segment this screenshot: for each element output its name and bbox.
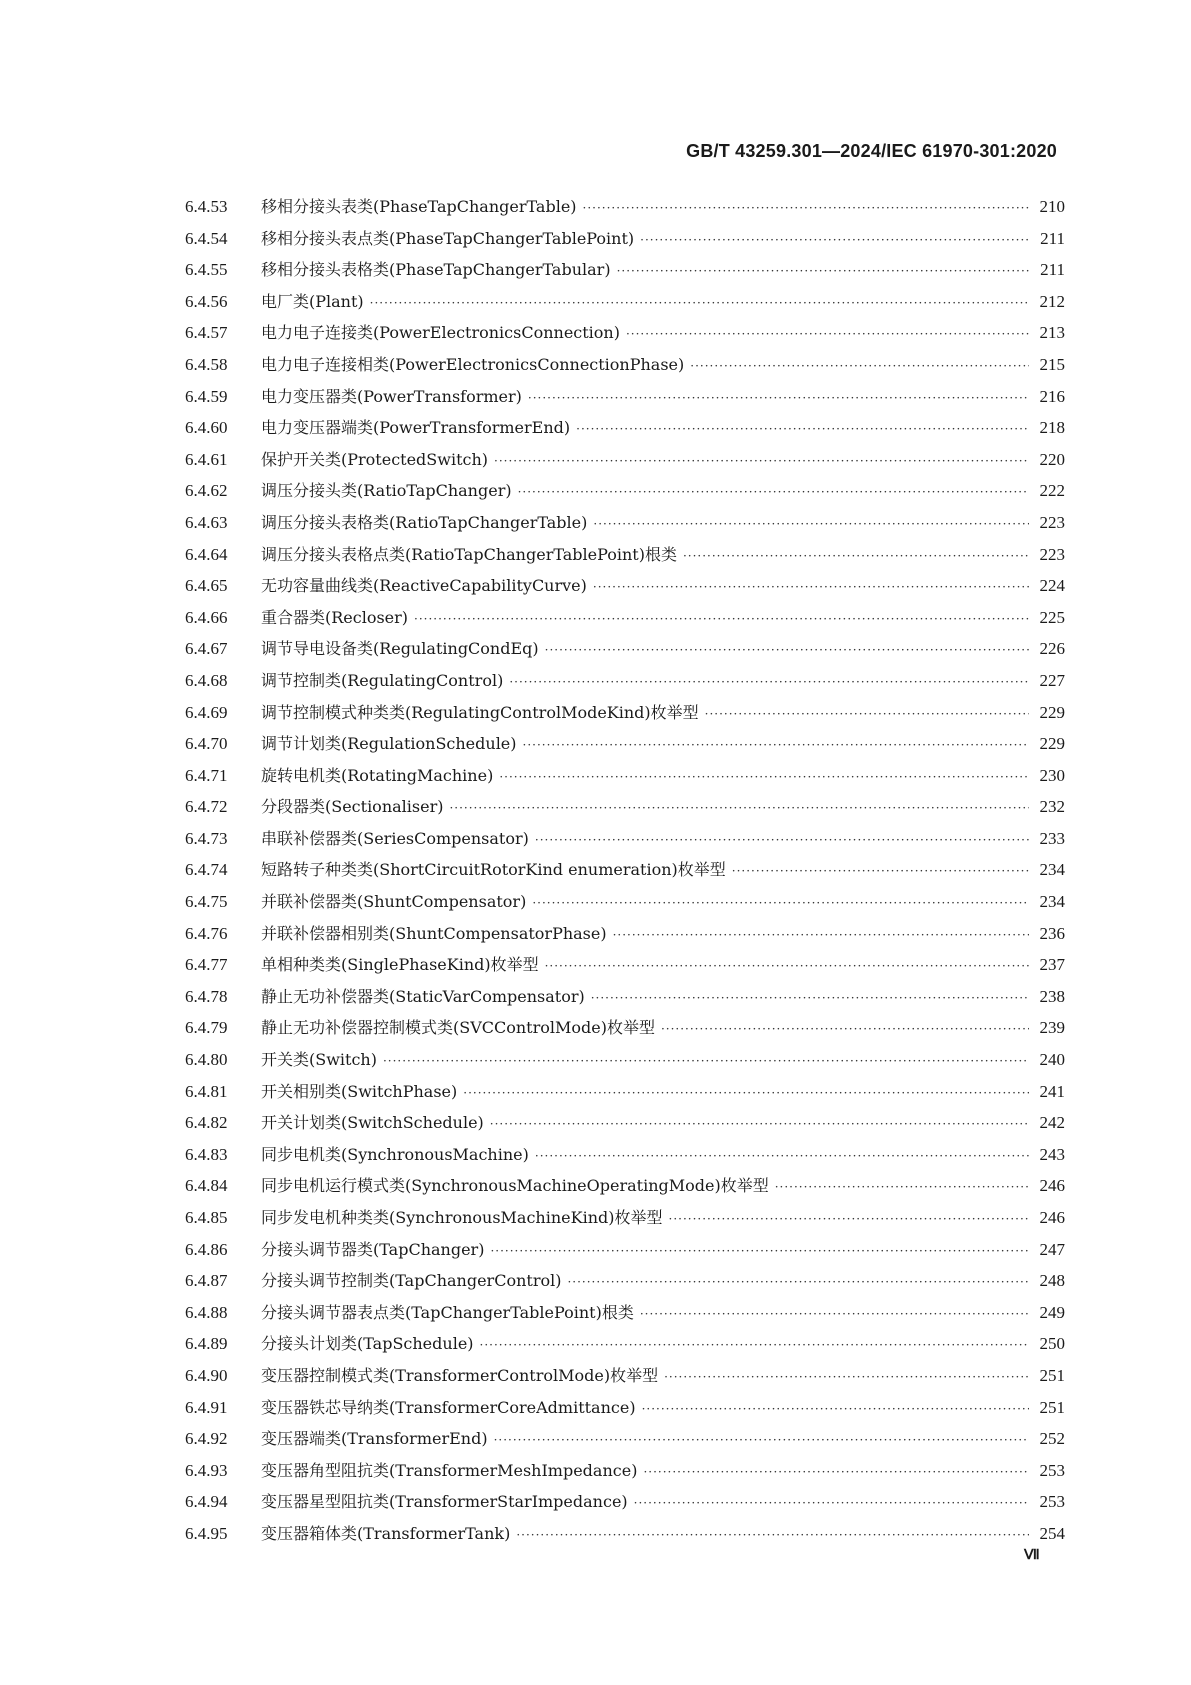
dot-leader <box>626 327 1029 341</box>
toc-entry[interactable] <box>185 510 1065 542</box>
toc-entry[interactable] <box>185 857 1065 889</box>
toc-entry-number: 6.4.89 <box>185 1334 228 1354</box>
toc-entry-title: 开关类(Switch) <box>261 1050 377 1070</box>
toc-entry[interactable] <box>185 731 1065 763</box>
dot-leader <box>664 1370 1029 1384</box>
toc-entry-title: 调压分接头表格类(RatioTapChangerTable) <box>261 512 588 532</box>
dot-leader <box>583 201 1029 215</box>
toc-entry-title: 分接头调节器表点类(TapChangerTablePoint)根类 <box>261 1302 634 1322</box>
toc-entry-page: 240 <box>1039 1050 1065 1070</box>
toc-entry[interactable] <box>185 1489 1065 1521</box>
dot-leader <box>535 833 1029 847</box>
toc-entry-title: 移相分接头表类(PhaseTapChangerTable) <box>261 197 577 216</box>
toc-entry-number: 6.4.75 <box>185 892 228 912</box>
toc-entry-number: 6.4.71 <box>185 765 228 785</box>
toc-entry[interactable] <box>185 700 1065 732</box>
dot-leader <box>494 454 1029 468</box>
toc-entry-title: 旋转电机类(RotatingMachine) <box>261 765 494 785</box>
toc-entry-number: 6.4.59 <box>185 386 228 406</box>
toc-entry-number: 6.4.94 <box>185 1492 228 1512</box>
dot-leader <box>545 643 1029 657</box>
toc-entry-page: 239 <box>1039 1018 1065 1038</box>
toc-entry-number: 6.4.67 <box>185 639 228 659</box>
toc-entry-title: 移相分接头表格类(PhaseTapChangerTabular) <box>261 260 611 280</box>
toc-entry[interactable] <box>185 194 1065 226</box>
dot-leader <box>463 1086 1029 1100</box>
toc-entry-number: 6.4.76 <box>185 923 228 943</box>
toc-entry[interactable] <box>185 320 1065 352</box>
toc-entry[interactable] <box>185 1079 1065 1111</box>
dot-leader <box>642 1402 1029 1416</box>
dot-leader <box>593 580 1029 594</box>
toc-entry-number: 6.4.92 <box>185 1429 228 1449</box>
toc-entry-title: 分段器类(Sectionaliser) <box>261 797 444 817</box>
toc-entry-page: 233 <box>1039 828 1065 848</box>
toc-entry-title: 并联补偿器相别类(ShuntCompensatorPhase) <box>261 923 607 943</box>
toc-entry-page: 229 <box>1039 702 1065 722</box>
toc-entry-title: 分接头计划类(TapSchedule) <box>261 1334 474 1354</box>
toc-entry[interactable] <box>185 384 1065 416</box>
toc-entry-title: 变压器箱体类(TransformerTank) <box>261 1523 511 1543</box>
toc-entry[interactable] <box>185 226 1065 258</box>
toc-entry-page: 237 <box>1039 955 1065 975</box>
toc-entry-number: 6.4.77 <box>185 955 228 975</box>
dot-leader <box>732 864 1029 878</box>
toc-entry-number: 6.4.58 <box>185 354 228 374</box>
toc-entry[interactable] <box>185 952 1065 984</box>
toc-entry-title: 同步发电机种类类(SynchronousMachineKind)枚举型 <box>261 1208 663 1227</box>
toc-entry[interactable] <box>185 415 1065 447</box>
dot-leader <box>617 264 1029 278</box>
toc-entry-title: 电力电子连接类(PowerElectronicsConnection) <box>261 323 620 343</box>
dot-leader <box>567 1275 1029 1289</box>
toc-entry-title: 调压分接头类(RatioTapChanger) <box>261 481 512 501</box>
toc-entry-title: 分接头调节器类(TapChanger) <box>261 1239 485 1259</box>
toc-entry-number: 6.4.57 <box>185 323 228 343</box>
toc-entry-page: 234 <box>1039 860 1065 880</box>
toc-entry-page: 251 <box>1039 1365 1065 1385</box>
toc-entry[interactable] <box>185 1205 1065 1237</box>
toc-entry-page: 211 <box>1040 228 1065 248</box>
toc-entry-page: 211 <box>1040 260 1065 280</box>
toc-entry-page: 224 <box>1039 576 1065 596</box>
toc-entry-page: 210 <box>1039 197 1065 216</box>
toc-entry-title: 调节导电设备类(RegulatingCondEq) <box>261 639 539 659</box>
toc-entry-number: 6.4.69 <box>185 702 228 722</box>
toc-entry-page: 242 <box>1039 1113 1065 1133</box>
toc-entry-title: 重合器类(Recloser) <box>261 607 409 627</box>
dot-leader <box>499 770 1029 784</box>
toc-entry[interactable] <box>185 1268 1065 1300</box>
toc-entry[interactable] <box>185 763 1065 795</box>
toc-entry-page: 250 <box>1039 1334 1065 1354</box>
toc-entry-page: 226 <box>1039 639 1065 659</box>
dot-leader <box>490 1117 1029 1131</box>
toc-entry[interactable] <box>185 1458 1065 1490</box>
table-of-contents <box>185 194 1065 1553</box>
dot-leader <box>490 1244 1029 1258</box>
toc-entry[interactable] <box>185 1047 1065 1079</box>
toc-entry[interactable] <box>185 352 1065 384</box>
toc-entry[interactable] <box>185 1142 1065 1174</box>
toc-entry-number: 6.4.78 <box>185 986 228 1006</box>
toc-entry-number: 6.4.79 <box>185 1018 228 1038</box>
toc-entry-page: 236 <box>1039 923 1065 943</box>
toc-entry-number: 6.4.63 <box>185 512 228 532</box>
toc-entry-page: 215 <box>1039 354 1065 374</box>
dot-leader <box>613 928 1029 942</box>
toc-entry-page: 238 <box>1039 986 1065 1006</box>
dot-leader <box>528 391 1029 405</box>
toc-entry-title: 电厂类(Plant) <box>261 291 364 311</box>
toc-entry[interactable] <box>185 542 1065 574</box>
toc-entry-number: 6.4.65 <box>185 576 228 596</box>
toc-entry-title: 无功容量曲线类(ReactiveCapabilityCurve) <box>261 576 587 596</box>
toc-entry-number: 6.4.84 <box>185 1176 228 1196</box>
toc-entry-page: 218 <box>1039 418 1065 438</box>
toc-entry[interactable] <box>185 1237 1065 1269</box>
toc-entry-title: 并联补偿器类(ShuntCompensator) <box>261 892 527 912</box>
toc-entry[interactable] <box>185 1426 1065 1458</box>
toc-entry-page: 253 <box>1039 1460 1065 1480</box>
toc-entry-title: 开关相别类(SwitchPhase) <box>261 1081 458 1101</box>
toc-entry-title: 变压器角型阻抗类(TransformerMeshImpedance) <box>261 1460 638 1480</box>
toc-entry-number: 6.4.72 <box>185 797 228 817</box>
toc-entry-title: 同步电机运行模式类(SynchronousMachineOperatingMode)枚举型 <box>261 1176 769 1196</box>
toc-entry-title: 电力电子连接相类(PowerElectronicsConnectionPhase) <box>261 354 685 374</box>
toc-entry-number: 6.4.91 <box>185 1397 228 1417</box>
dot-leader <box>480 1338 1029 1352</box>
toc-entry-title: 电力变压器端类(PowerTransformerEnd) <box>261 418 571 438</box>
toc-entry-number: 6.4.87 <box>185 1271 228 1291</box>
toc-entry-page: 243 <box>1039 1144 1065 1164</box>
dot-leader <box>370 296 1029 310</box>
toc-entry-title: 串联补偿器类(SeriesCompensator) <box>261 828 529 848</box>
toc-entry-number: 6.4.82 <box>185 1113 228 1133</box>
toc-entry-page: 222 <box>1039 481 1065 501</box>
toc-entry-number: 6.4.86 <box>185 1239 228 1259</box>
toc-entry-page: 223 <box>1039 544 1065 564</box>
toc-entry-title: 变压器控制模式类(TransformerControlMode)枚举型 <box>261 1365 659 1385</box>
toc-entry[interactable] <box>185 447 1065 479</box>
toc-entry-number: 6.4.85 <box>185 1208 228 1227</box>
toc-entry-page: 227 <box>1039 670 1065 690</box>
toc-entry[interactable] <box>185 1015 1065 1047</box>
dot-leader <box>545 959 1029 973</box>
dot-leader <box>775 1180 1029 1194</box>
dot-leader <box>643 1465 1029 1479</box>
toc-entry-number: 6.4.93 <box>185 1460 228 1480</box>
dot-leader <box>516 1528 1029 1542</box>
toc-entry-number: 6.4.73 <box>185 828 228 848</box>
toc-entry[interactable] <box>185 1110 1065 1142</box>
toc-entry-title: 变压器铁芯导纳类(TransformerCoreAdmittance) <box>261 1397 636 1417</box>
toc-entry[interactable] <box>185 984 1065 1016</box>
toc-entry-number: 6.4.81 <box>185 1081 228 1101</box>
toc-entry-title: 调节控制模式种类类(RegulatingControlModeKind)枚举型 <box>261 702 699 722</box>
toc-entry-page: 247 <box>1039 1239 1065 1259</box>
toc-entry-title: 静止无功补偿器控制模式类(SVCControlMode)枚举型 <box>261 1018 655 1038</box>
toc-entry[interactable] <box>185 573 1065 605</box>
toc-entry[interactable] <box>185 1363 1065 1395</box>
dot-leader <box>634 1496 1029 1510</box>
toc-entry[interactable] <box>185 289 1065 321</box>
dot-leader <box>535 1149 1029 1163</box>
toc-entry-title: 同步电机类(SynchronousMachine) <box>261 1144 529 1164</box>
toc-entry-number: 6.4.66 <box>185 607 228 627</box>
dot-leader <box>683 549 1029 563</box>
dot-leader <box>640 1307 1029 1321</box>
toc-entry-number: 6.4.62 <box>185 481 228 501</box>
dot-leader <box>591 991 1029 1005</box>
dot-leader <box>449 801 1029 815</box>
dot-leader <box>494 1433 1029 1447</box>
dot-leader <box>640 233 1029 247</box>
toc-entry-page: 234 <box>1039 892 1065 912</box>
toc-entry-page: 225 <box>1039 607 1065 627</box>
toc-entry-title: 调节控制类(RegulatingControl) <box>261 670 504 690</box>
dot-leader <box>593 517 1029 531</box>
toc-entry[interactable] <box>185 1395 1065 1427</box>
toc-entry-title: 电力变压器类(PowerTransformer) <box>261 386 522 406</box>
toc-entry-page: 223 <box>1039 512 1065 532</box>
toc-entry-number: 6.4.60 <box>185 418 228 438</box>
toc-entry-number: 6.4.83 <box>185 1144 228 1164</box>
dot-leader <box>690 359 1029 373</box>
toc-entry-title: 变压器端类(TransformerEnd) <box>261 1429 488 1449</box>
toc-entry-number: 6.4.53 <box>185 197 228 216</box>
toc-entry-page: 254 <box>1039 1523 1065 1543</box>
toc-entry-page: 216 <box>1039 386 1065 406</box>
dot-leader <box>518 485 1029 499</box>
toc-entry-page: 230 <box>1039 765 1065 785</box>
toc-entry[interactable] <box>185 794 1065 826</box>
dot-leader <box>414 612 1029 626</box>
toc-entry-page: 229 <box>1039 734 1065 754</box>
toc-entry-number: 6.4.80 <box>185 1050 228 1070</box>
toc-entry-page: 212 <box>1039 291 1065 311</box>
toc-entry[interactable] <box>185 478 1065 510</box>
document-header: GB/T 43259.301—2024/IEC 61970-301:2020 <box>686 141 1057 161</box>
toc-entry[interactable] <box>185 1331 1065 1363</box>
dot-leader <box>669 1212 1030 1226</box>
toc-entry-number: 6.4.68 <box>185 670 228 690</box>
toc-entry-number: 6.4.64 <box>185 544 228 564</box>
toc-entry-page: 249 <box>1039 1302 1065 1322</box>
toc-entry-number: 6.4.55 <box>185 260 228 280</box>
dot-leader <box>576 422 1029 436</box>
toc-entry-title: 静止无功补偿器类(StaticVarCompensator) <box>261 986 585 1006</box>
toc-entry-title: 调节计划类(RegulationSchedule) <box>261 734 517 754</box>
toc-entry-page: 241 <box>1039 1081 1065 1101</box>
toc-entry[interactable] <box>185 668 1065 700</box>
dot-leader <box>383 1054 1029 1068</box>
toc-entry-page: 232 <box>1039 797 1065 817</box>
dot-leader <box>661 1022 1029 1036</box>
toc-entry[interactable] <box>185 921 1065 953</box>
page-numeral: Ⅶ <box>1024 1548 1040 1563</box>
toc-entry-title: 单相种类类(SinglePhaseKind)枚举型 <box>261 955 539 975</box>
toc-entry-page: 248 <box>1039 1271 1065 1291</box>
toc-entry-page: 252 <box>1039 1429 1065 1449</box>
toc-entry-page: 253 <box>1039 1492 1065 1512</box>
toc-entry[interactable] <box>185 1173 1065 1205</box>
toc-entry-number: 6.4.88 <box>185 1302 228 1322</box>
toc-entry-page: 213 <box>1039 323 1065 343</box>
toc-entry-title: 保护开关类(ProtectedSwitch) <box>261 449 489 469</box>
toc-entry-title: 分接头调节控制类(TapChangerControl) <box>261 1271 562 1291</box>
toc-entry[interactable] <box>185 1521 1065 1553</box>
toc-entry[interactable] <box>185 826 1065 858</box>
toc-entry-page: 246 <box>1039 1208 1065 1227</box>
toc-entry[interactable] <box>185 605 1065 637</box>
toc-entry-title: 短路转子种类类(ShortCircuitRotorKind enumeration)枚举型 <box>261 860 726 880</box>
toc-entry-number: 6.4.74 <box>185 860 228 880</box>
dot-leader <box>523 738 1029 752</box>
toc-entry[interactable] <box>185 1300 1065 1332</box>
toc-entry[interactable] <box>185 257 1065 289</box>
toc-entry-number: 6.4.56 <box>185 291 228 311</box>
toc-entry-number: 6.4.61 <box>185 449 228 469</box>
toc-entry-number: 6.4.90 <box>185 1365 228 1385</box>
toc-entry-title: 变压器星型阻抗类(TransformerStarImpedance) <box>261 1492 628 1512</box>
toc-entry-page: 220 <box>1039 449 1065 469</box>
toc-entry-number: 6.4.95 <box>185 1523 228 1543</box>
toc-entry-page: 246 <box>1039 1176 1065 1196</box>
dot-leader <box>705 707 1029 721</box>
toc-entry[interactable] <box>185 636 1065 668</box>
toc-entry-title: 移相分接头表点类(PhaseTapChangerTablePoint) <box>261 228 635 248</box>
dot-leader <box>532 896 1029 910</box>
dot-leader <box>509 675 1029 689</box>
toc-entry-number: 6.4.54 <box>185 228 228 248</box>
toc-entry-page: 251 <box>1039 1397 1065 1417</box>
toc-entry-number: 6.4.70 <box>185 734 228 754</box>
toc-entry-title: 开关计划类(SwitchSchedule) <box>261 1113 484 1133</box>
toc-entry[interactable] <box>185 889 1065 921</box>
toc-entry-title: 调压分接头表格点类(RatioTapChangerTablePoint)根类 <box>261 544 677 564</box>
